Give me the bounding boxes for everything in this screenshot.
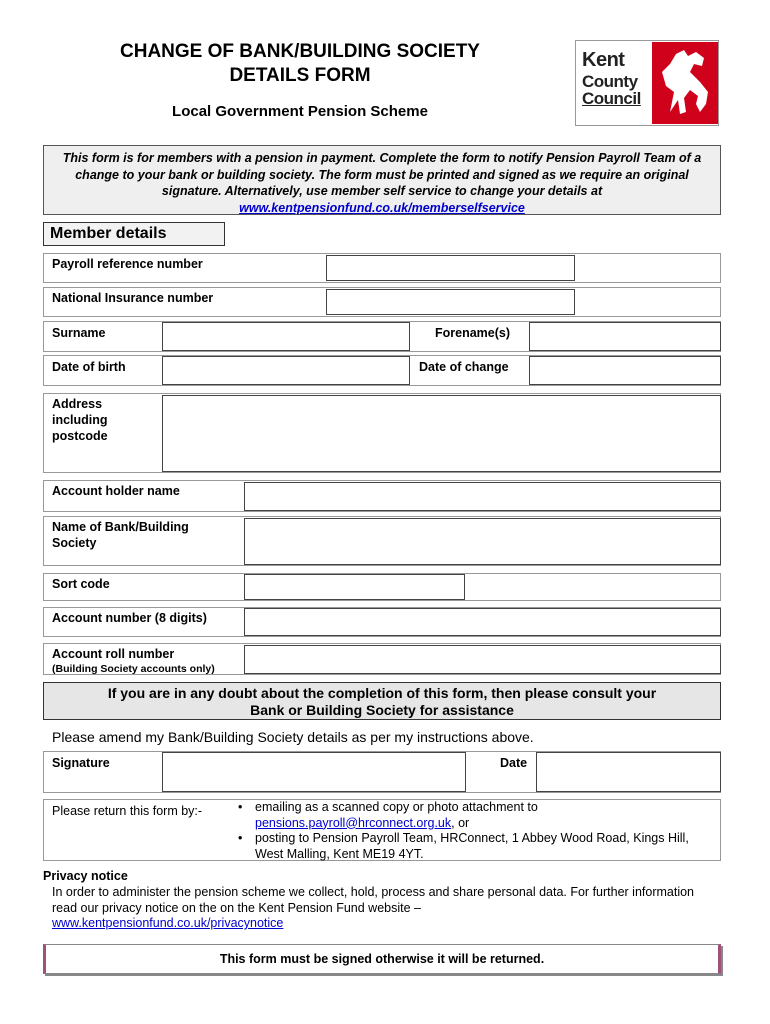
sort-code-row — [43, 573, 721, 601]
intro-notice — [43, 145, 721, 215]
ni-number-label: National Insurance number — [52, 291, 214, 305]
page-subtitle: Local Government Pension Scheme — [172, 103, 428, 120]
roll-number-field[interactable] — [244, 645, 721, 674]
date-label: Date — [500, 756, 528, 770]
privacy-notice-link[interactable]: www.kentpensionfund.co.uk/privacynotice — [52, 916, 284, 930]
assistance-notice-line-1: If you are in any doubt about the completion of this form, then please consult your — [107, 685, 657, 701]
ni-number-field[interactable] — [326, 289, 575, 315]
address-label-line-3: postcode — [52, 429, 108, 443]
bank-name-label-line-2: Society — [52, 536, 97, 550]
dates-row — [43, 355, 721, 386]
title-line-2: DETAILS FORM — [229, 65, 371, 86]
post-method-text: posting to Pension Payroll Team, HRConnect, 1 Abbey Wood Road, Kings Hill, West Malling, Kent ME19 4YT. — [255, 831, 689, 861]
forenames-field[interactable] — [529, 322, 721, 351]
signature-label: Signature — [52, 756, 110, 770]
logo-line-2: County — [582, 72, 638, 91]
bank-name-label-line-1: Name of Bank/Building — [52, 520, 189, 534]
bank-name-label — [52, 519, 189, 551]
privacy-text-body: In order to administer the pension scheme we collect, hold, process and share personal data. For further information read our privacy notice on the on the Kent Pension Fund website – — [52, 885, 695, 915]
sort-code-field[interactable] — [244, 574, 465, 600]
roll-number-note: (Building Society accounts only) — [52, 663, 215, 675]
address-field[interactable] — [162, 395, 721, 472]
roll-number-row — [43, 643, 721, 675]
intro-text: This form is for members with a pension in payment. Complete the form to notify Pension Payroll Team of a change to your bank or building society. The form must be printed and signed as we require an original signature. Alternatively, use member self service to change your details at — [62, 151, 702, 198]
signature-field[interactable] — [162, 752, 466, 792]
account-number-row — [43, 607, 721, 637]
forenames-label: Forename(s) — [435, 326, 511, 340]
account-holder-row — [43, 480, 721, 512]
assistance-notice-line-2: Bank or Building Society for assistance — [250, 702, 514, 718]
return-method-email — [236, 800, 716, 831]
assistance-notice — [43, 682, 721, 720]
date-of-change-label: Date of change — [419, 360, 509, 374]
return-label: Please return this form by:- — [52, 804, 203, 818]
return-instructions — [43, 799, 721, 861]
logo-wordmark — [582, 49, 641, 107]
ni-number-row — [43, 287, 721, 317]
bank-name-row — [43, 516, 721, 566]
return-method-post — [236, 831, 716, 862]
account-number-field[interactable] — [244, 608, 721, 636]
amend-instruction: Please amend my Bank/Building Society details as per my instructions above. — [52, 729, 534, 745]
privacy-notice-title: Privacy notice — [43, 869, 128, 883]
surname-field[interactable] — [162, 322, 410, 351]
dob-field[interactable] — [162, 356, 410, 385]
return-methods-list — [236, 800, 716, 862]
payroll-email-link[interactable]: pensions.payroll@hrconnect.org.uk — [255, 815, 452, 830]
address-label-line-1: Address — [52, 397, 103, 411]
member-details-heading: Member details — [43, 222, 225, 246]
logo-line-1: Kent — [582, 49, 625, 71]
account-number-label: Account number (8 digits) — [52, 611, 207, 625]
kent-county-council-logo — [575, 40, 719, 126]
surname-label: Surname — [52, 326, 106, 340]
title-line-1: CHANGE OF BANK/BUILDING SOCIETY — [120, 41, 480, 62]
name-row — [43, 321, 721, 352]
payroll-ref-row — [43, 253, 721, 283]
signature-required-footer: This form must be signed otherwise it will be returned. — [43, 944, 721, 974]
address-label-line-2: including — [52, 413, 108, 427]
logo-line-3: Council — [582, 89, 641, 108]
date-of-change-field[interactable] — [529, 356, 721, 385]
payroll-ref-label: Payroll reference number — [52, 257, 203, 271]
payroll-ref-field[interactable] — [326, 255, 575, 281]
member-self-service-link[interactable]: www.kentpensionfund.co.uk/memberselfservice — [239, 200, 525, 215]
bank-name-field[interactable] — [244, 518, 721, 565]
dob-label: Date of birth — [52, 360, 126, 374]
address-row — [43, 393, 721, 473]
signature-row — [43, 751, 721, 793]
signature-date-field[interactable] — [536, 752, 721, 792]
account-holder-field[interactable] — [244, 482, 721, 511]
address-label — [52, 396, 108, 444]
page-title — [60, 40, 540, 88]
email-method-text: emailing as a scanned copy or photo attachment to — [255, 800, 538, 814]
account-holder-label: Account holder name — [52, 484, 180, 498]
horse-emblem-icon — [652, 42, 718, 124]
privacy-notice-text — [52, 885, 720, 932]
email-method-suffix: , or — [451, 815, 470, 830]
sort-code-label: Sort code — [52, 577, 110, 591]
roll-number-label: Account roll number — [52, 647, 175, 661]
